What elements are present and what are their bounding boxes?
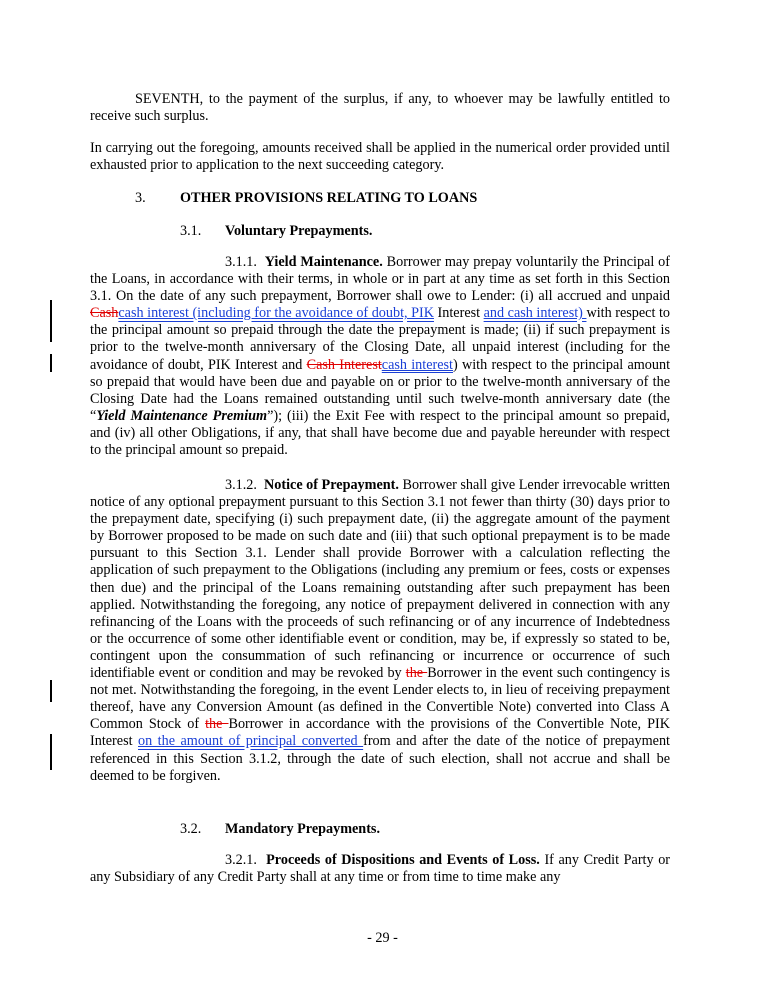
section-number: 3. (135, 190, 146, 206)
clause-heading: Proceeds of Dispositions and Events of Loss. (266, 852, 540, 868)
clause-number: 3.1.2. (225, 477, 257, 493)
clause-number: 3.2.1. (225, 852, 257, 868)
clause-number: 3.1.1. (225, 254, 257, 270)
subsection-number: 3.2. (180, 821, 202, 837)
paragraph-yield-maintenance (90, 254, 670, 459)
subsection-heading: Voluntary Prepayments. (225, 223, 373, 239)
paragraph-text: Borrower in accordance with the provisions of the Convertible Note, PIK Interest (90, 716, 670, 750)
inserted-text: on the amount of principal converted (138, 733, 364, 750)
deleted-text: Cash Interest (306, 356, 382, 373)
deleted-text: the (205, 716, 229, 733)
paragraph-text: from and after the date of the notice of prepayment referenced in this Section 3.1.2, through the date of such election, shall not accrue and shall be deemed to be forgiven. (90, 733, 670, 784)
paragraph-text: In carrying out the foregoing, amounts received shall be applied in the numerical order provided until exhausted prior to application to the next succeeding category. (90, 140, 670, 174)
inserted-text: cash interest (including for the avoidance of doubt, PIK (118, 305, 434, 322)
change-bar (50, 680, 52, 702)
paragraph-text: with respect to the principal amount so prepaid through the date the prepayment is made; (ii) if such prepayment is prior to the twelve-month anniversary of the Closing Date, all unpaid interest (including for the avoidance of doubt, PIK Interest and (90, 305, 670, 373)
inserted-text: and cash interest) (483, 305, 587, 322)
paragraph-text: ) with respect to the principal amount so prepaid that would have been due and payable on or prior to the twelve-month anniversary of the Closing Date had the Loans remained outstanding until such twelve-month anniversary date (the “ (90, 356, 671, 424)
change-bar (50, 300, 52, 342)
paragraph-text: Borrower shall give Lender irrevocable written notice of any optional prepayment pursuant to this Section 3.1 not fewer than thirty (30) days prior to the prepayment date, specifying (i) such prepayment date, (ii) the aggregate amount of the payment by Borrower proposed to be made on such date and (iii) that such optional prepayment is to be made pursuant to this Section 3.1. Lender shall provide Borrower with a calculation reflecting the application of such prepayment to the Obligations (including any premium or fees, costs or expenses then due) and the principal of the Loans remaining outstanding after such prepayment has been applied. Notwithstanding the foregoing, any notice of prepayment delivered in connection with any refinancing of the Loans with the proceeds of such refinancing or of any incurrence of Indebtedness or the occurrence of some other identifiable event or condition, may be, if expressly so stated to be, contingent upon the consummation of such refinancing or incurrence or occurrence of such identifiable event or condition and may be revoked by (90, 477, 670, 682)
paragraph-seventh (90, 91, 670, 125)
clause-heading: Yield Maintenance. (264, 254, 383, 270)
paragraph-proceeds-of-dispositions (90, 852, 670, 886)
paragraph-text: SEVENTH, to the payment of the surplus, if any, to whoever may be lawfully entitled to receive such surplus. (90, 91, 670, 125)
change-bar (50, 354, 52, 372)
paragraph-notice-of-prepayment (90, 477, 670, 785)
change-bar (50, 734, 52, 770)
paragraph-text: Borrower may prepay voluntarily the Principal of the Loans, in accordance with their terms, in whole or in part at any time as set forth in this Section 3.1. On the date of any such prepayment, Borrower shall owe to Lender: (i) all accrued and unpaid (90, 254, 670, 305)
paragraph-text: If any Credit Party or any Subsidiary of any Credit Party shall at any time or from time to time make any (90, 852, 671, 886)
paragraph-text: Interest (433, 305, 484, 322)
subsection-heading: Mandatory Prepayments. (225, 821, 380, 837)
paragraph-application-order (90, 140, 670, 174)
page-number: - 29 - (367, 930, 398, 946)
section-heading: OTHER PROVISIONS RELATING TO LOANS (180, 190, 478, 206)
deleted-text: Cash (90, 305, 119, 322)
clause-heading: Notice of Prepayment. (264, 477, 399, 493)
paragraph-text: Borrower in the event such contingency is not met. Notwithstanding the foregoing, in the event Lender elects to, in lieu of receiving prepayment thereof, have any Conversion Amount (as defined in the Convertible Note) converted into Class A Common Stock of (90, 665, 671, 733)
deleted-text: the (405, 665, 428, 682)
subsection-number: 3.1. (180, 223, 202, 239)
inserted-text: cash interest (381, 356, 454, 373)
paragraph-text: ”); (iii) the Exit Fee with respect to the principal amount so prepaid, and (iv) all other Obligations, if any, that shall have become due and payable hereunder with respect to the principal amount so prepaid. (90, 407, 670, 459)
defined-term: Yield Maintenance Premium (96, 407, 268, 424)
